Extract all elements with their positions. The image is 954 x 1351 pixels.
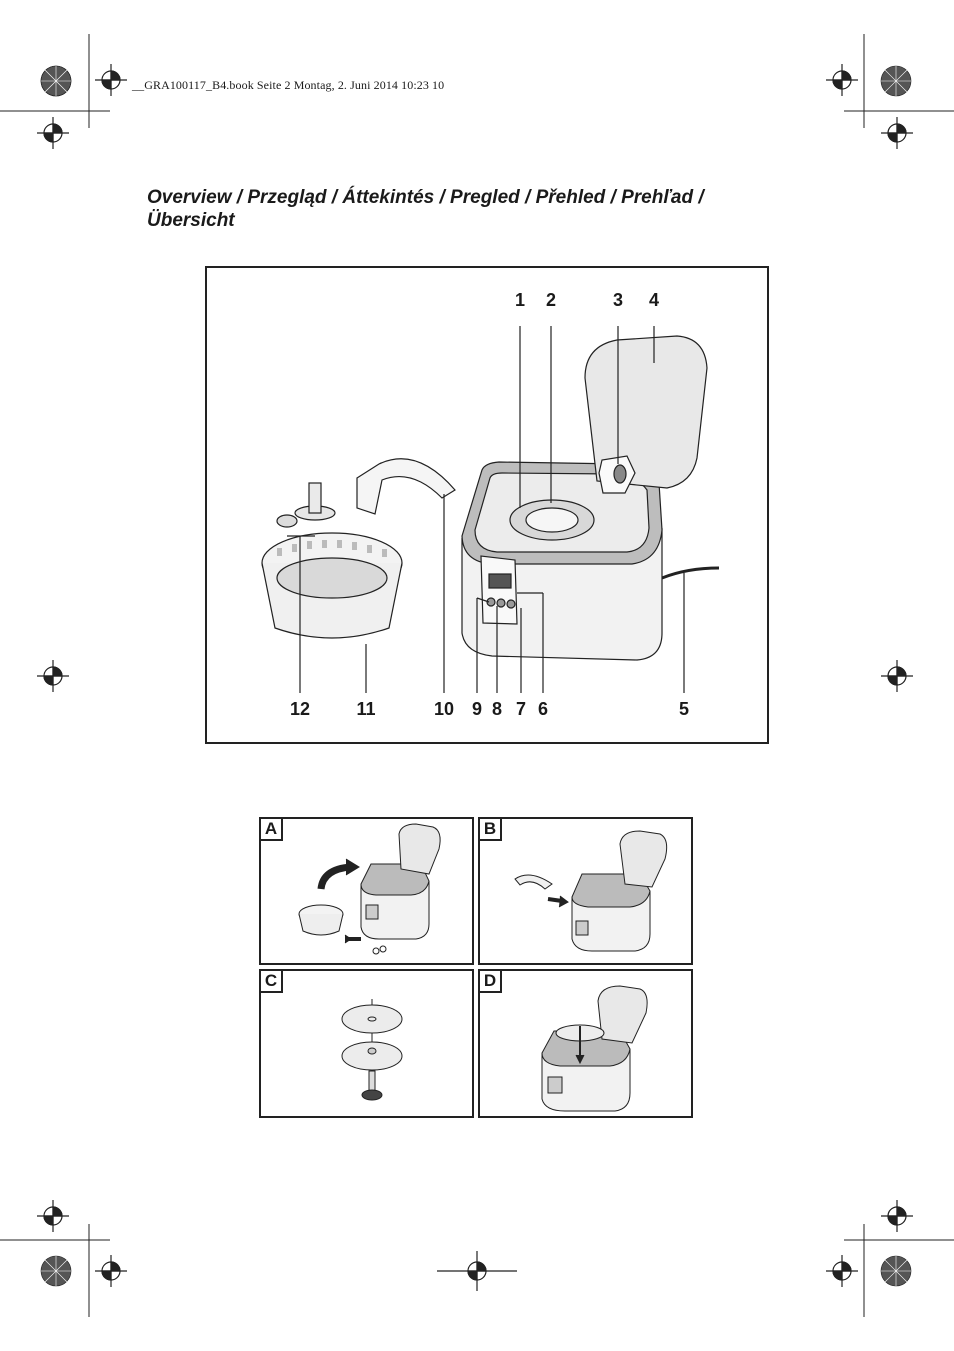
- title-line-1: Overview / Przegląd / Áttekintés / Pregled / Přehled / Prehľad /: [147, 187, 704, 208]
- label-3: 3: [612, 290, 623, 310]
- panel-letter-a: A: [261, 819, 283, 841]
- label-10: 10: [433, 699, 455, 719]
- panel-b: [478, 817, 693, 965]
- book-info: __GRA100117_B4.book Seite 2 Montag, 2. Juni 2014 10:23 10: [132, 78, 445, 92]
- panel-letter-c: C: [261, 971, 283, 993]
- label-6: 6: [537, 699, 548, 719]
- page-title: [147, 186, 847, 232]
- overview-figure: [205, 266, 769, 744]
- label-5: 5: [678, 699, 689, 719]
- ultrasonic-cleaner-illustration: [207, 268, 767, 742]
- panel-letter-d: D: [480, 971, 502, 993]
- panel-d: [478, 969, 693, 1118]
- label-1: 1: [514, 290, 525, 310]
- panel-a: [259, 817, 474, 965]
- panel-c: [259, 969, 474, 1118]
- label-2: 2: [545, 290, 556, 310]
- label-4: 4: [648, 290, 659, 310]
- label-7: 7: [515, 699, 526, 719]
- label-12: 12: [289, 699, 311, 719]
- title-line-2: Übersicht: [147, 210, 235, 231]
- panel-letter-b: B: [480, 819, 502, 841]
- panel-a-illustration: [261, 819, 472, 963]
- panel-d-illustration: [480, 971, 691, 1116]
- label-11: 11: [356, 699, 376, 719]
- label-8: 8: [491, 699, 502, 719]
- label-9: 9: [471, 699, 482, 719]
- panel-b-illustration: [480, 819, 691, 963]
- panel-c-illustration: [261, 971, 472, 1116]
